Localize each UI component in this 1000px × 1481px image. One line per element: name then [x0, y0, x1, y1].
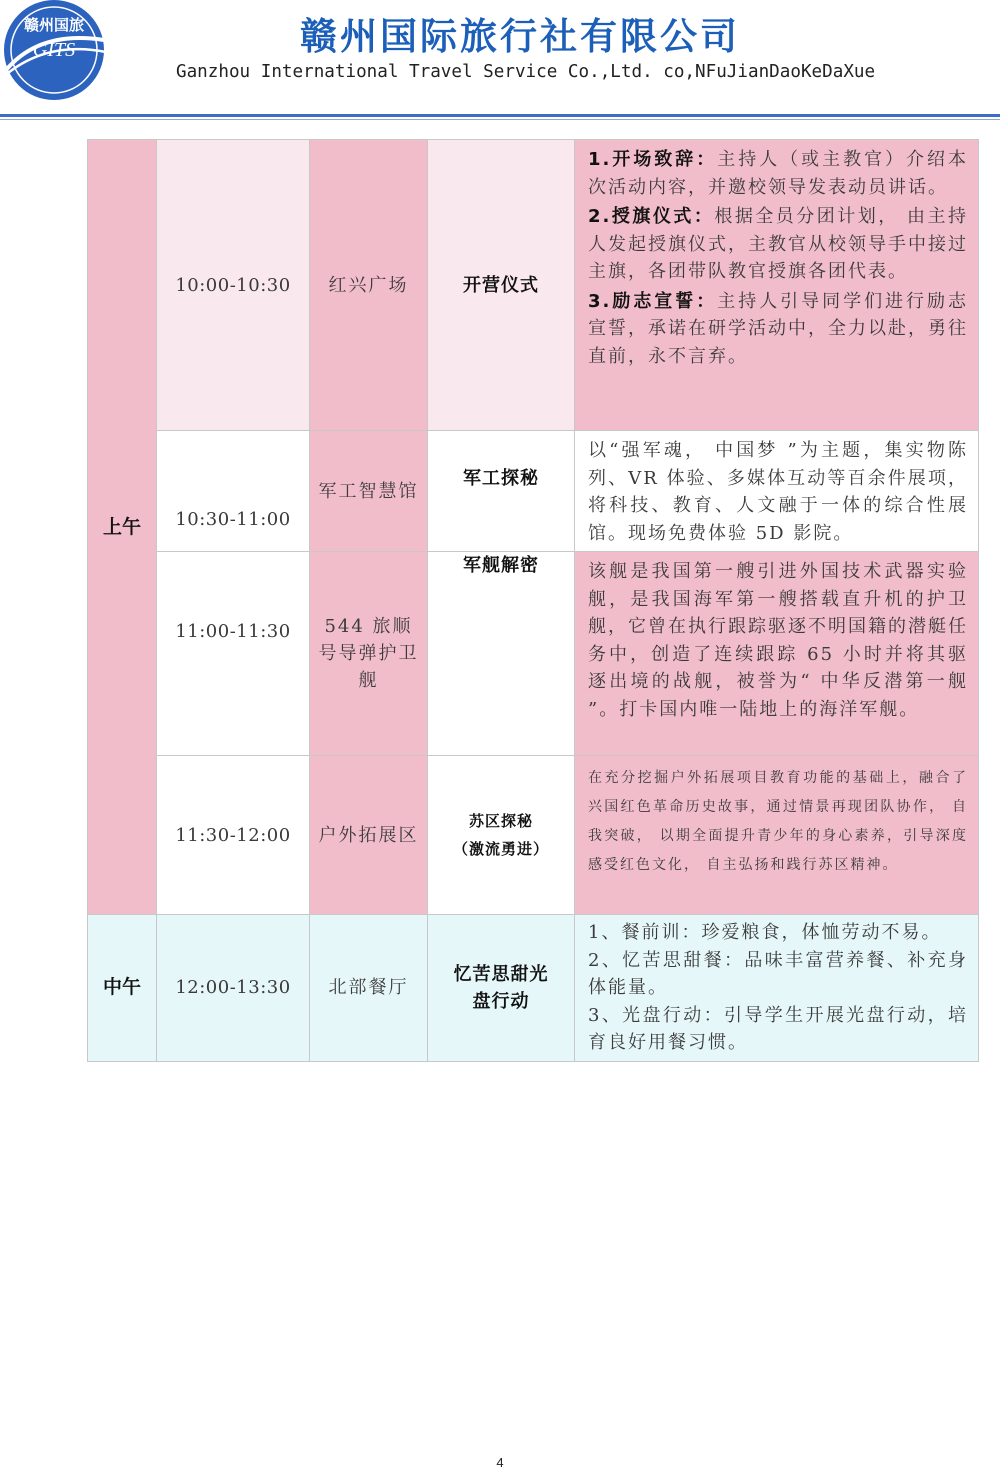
gits-logo [0, 0, 108, 104]
place-cell: 户外拓展区 [310, 756, 428, 915]
logo-gits-text: GITS [32, 39, 76, 61]
description-cell: 该舰是我国第一艘引进外国技术武器实验舰，是我国海军第一艘搭载直升机的护卫舰，它曾在执行跟踪驱逐不明国籍的潜艇任务中，创造了连续跟踪 65 小时并将其驱逐出境的战舰，被誉为“ 中华反潜第一舰 ”。打卡国内唯一陆地上的海洋军舰。 [575, 552, 979, 756]
activity-cell: 忆苦思甜光盘行动 [428, 915, 575, 1062]
item-text: 主持人（或主教官）介绍本次活动内容，并邀校领导发表动员讲话。 [588, 149, 968, 198]
logo-chinese-text: 赣州国旅 [23, 16, 85, 34]
table-row [88, 915, 979, 1062]
place-cell: 544 旅顺号导弹护卫舰 [310, 552, 428, 756]
description-item: 3、光盘行动：引导学生开展光盘行动，培育良好用餐习惯。 [588, 1004, 968, 1053]
period-noon: 中午 [88, 915, 157, 1062]
description-item: 1、餐前训：珍爱粮食，体恤劳动不易。 [588, 922, 942, 943]
page-number: 4 [496, 1455, 504, 1470]
activity-title: 苏区探秘 [468, 812, 533, 830]
activity-cell: 军舰解密 [428, 552, 575, 756]
description-item [588, 146, 968, 201]
description-cell: 以“强军魂， 中国梦 ”为主题，集实物陈列、VR 体验、多媒体互动等百余件展项，将科技、教育、人文融于一体的综合性展馆。现场免费体验 5D 影院。 [575, 431, 979, 552]
description-item: 2、忆苦思甜餐：品味丰富营养餐、补充身体能量。 [588, 949, 968, 998]
header-divider-thin [0, 119, 1000, 120]
company-subtitle: Ganzhou International Travel Service Co.,Ltd. co,NFuJianDaoKeDaXue [176, 62, 876, 82]
description-cell [575, 140, 979, 431]
description-item [588, 203, 968, 286]
period-morning: 上午 [88, 140, 157, 915]
time-cell: 11:30-12:00 [157, 756, 310, 915]
place-cell: 北部餐厅 [310, 915, 428, 1062]
table-row [88, 552, 979, 756]
table-row [88, 756, 979, 915]
description-cell [575, 915, 979, 1062]
activity-cell [428, 756, 575, 915]
company-title: 赣州国际旅行社有限公司 [300, 15, 740, 58]
item-heading: 3.励志宣誓： [588, 290, 718, 312]
item-text: 主持人引导同学们进行励志宣誓，承诺在研学活动中，全力以赴，勇往直前，永不言弃。 [588, 290, 968, 367]
activity-cell: 开营仪式 [428, 140, 575, 431]
place-cell: 军工智慧馆 [310, 431, 428, 552]
time-cell: 12:00-13:30 [157, 915, 310, 1062]
description-cell: 在充分挖掘户外拓展项目教育功能的基础上，融合了兴国红色革命历史故事，通过情景再现团队协作， 自我突破， 以期全面提升青少年的身心素养，引导深度感受红色文化， 自主弘扬和践行苏区精神。 [575, 756, 979, 915]
item-heading: 2.授旗仪式： [588, 206, 715, 227]
description-item [588, 288, 968, 371]
header-divider [0, 114, 1000, 117]
item-text: 根据全员分团计划， 由主持人发起授旗仪式，主教官从校领导手中接过主旗，各团带队教官授旗各团代表。 [588, 206, 968, 282]
table-row [88, 431, 979, 552]
time-cell: 10:30-11:00 [157, 431, 310, 552]
time-cell: 11:00-11:30 [157, 552, 310, 756]
activity-subtitle: （激流勇进） [452, 840, 549, 858]
table-row [88, 140, 979, 431]
place-cell: 红兴广场 [310, 140, 428, 431]
activity-cell: 军工探秘 [428, 431, 575, 552]
item-heading: 1.开场致辞： [588, 149, 718, 170]
time-cell: 10:00-10:30 [157, 140, 310, 431]
schedule-table [87, 139, 979, 1062]
